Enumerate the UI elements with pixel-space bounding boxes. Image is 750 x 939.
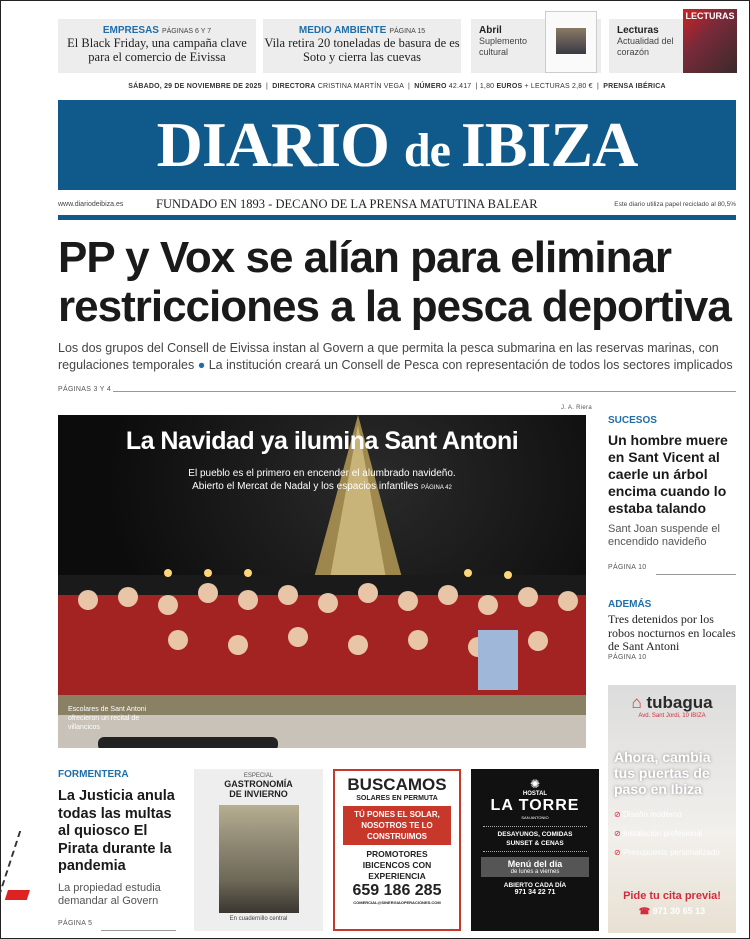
teaser-category: MEDIO AMBIENTE [298,25,387,36]
gastronomia-cover [219,805,299,913]
photo-title: La Navidad ya ilumina Sant Antoni [125,427,519,455]
supplement-abril[interactable] [471,19,601,73]
side-pages: PÁGINA 10 [608,653,647,661]
gastronomia-supplement[interactable]: ESPECIAL GASTRONOMÍA DE INVIERNO En cuadernillo central [194,769,323,931]
story-subheadline: La propiedad estudia demandar al Govern [58,881,161,907]
photo-caption: Escolares de Sant Antoni ofrecieron un recital de villancicos [68,706,147,731]
house-icon: ⌂ [631,693,642,712]
photo-credit: J. A. Riera [561,405,592,411]
teaser-category: EMPRESAS [102,25,159,36]
dateline: SÁBADO, 29 DE NOVIEMBRE DE 2025 | DIRECTORA CRISTINA MARTÍN VEGA | NÚMERO 42.417 | 1,80 EUROS + LECTURAS 2,80 € | PRENSA IBÉRICA [128,83,666,90]
founded-motto: FUNDADO EN 1893 - DECANO DE LA PRENSA MATUTINA BALEAR [156,197,538,211]
side-category: ADEMÁS [608,599,652,610]
check-icon: ⊘ [614,848,621,857]
teaser-pages: PÁGINAS 6 Y 7 [161,28,212,35]
side-category: SUCESOS [608,415,657,426]
ad-buscamos[interactable]: BUSCAMOS SOLARES EN PERMUTA TÚ PONES EL SOLAR, NOSOTROS TE LO CONSTRUIMOS PROMOTORES IBICENCOS CON EXPERIENCIA 659 186 285 COMERCIAL@SINERGIAOPERACIONES.COM [333,769,461,931]
side-story-sucesos[interactable] [608,415,736,571]
sun-logo-icon: ✺ [529,777,541,791]
lead-pages: PÁGINAS 3 Y 4 [58,386,112,393]
side-headline: Tres detenidos por los robos nocturnos en locales de Sant Antoni [608,612,736,653]
site-url[interactable]: www.diariodeibiza.es [58,201,124,208]
divider [656,574,736,575]
teaser-medio-ambiente[interactable] [263,19,461,73]
lecturas-logo: LECTURAS [685,11,735,21]
supplement-subtitle: Actualidad del corazón [617,36,674,57]
choir-photo-illustration [58,415,586,748]
lead-deck: Los dos grupos del Consell de Eivissa instan al Govern a que permita la pesca submarina en las reservas marinas, con regulaciones temporales ● La institución creará un Consell de Pesca con representación de todos los sectores implicados [58,341,733,372]
ad-la-torre[interactable]: ✺ HOSTAL LA TORRE SAN ANTONIO DESAYUNOS, COMIDAS SUNSET & CENAS Menú del día de lunes a viernes ABIERTO CADA DÍA 971 34 22 71 [471,769,599,931]
supplement-subtitle: Suplemento cultural [479,36,528,57]
supplement-title: Abril [479,25,502,36]
side-subheadline: Sant Joan suspende el encendido navideño [608,523,720,548]
lead-photo[interactable] [58,415,586,748]
formentera-story[interactable] [58,769,186,927]
abril-cover-thumbnail [545,11,597,73]
lecturas-cover-thumbnail [683,9,737,73]
check-icon: ⊘ [614,829,621,838]
story-pages: PÁGINA 5 [58,919,93,927]
story-category: FORMENTERA [58,769,129,780]
ad-tubagua[interactable]: ⌂ tubagua Avd. Sant Jordi, 10 IBIZA Ahora, cambia tus puertas de paso en Ibiza ⊘ Diseño moderno ⊘ Instalación profesional ⊘ Presupuesto personalizado Pide tu cita previa! ☎ 971 30 65 13 [608,685,736,933]
supplement-lecturas[interactable] [609,11,737,73]
check-icon: ⊘ [614,810,621,819]
recycled-note: Este diario utiliza papel reciclado al 80,5% [614,201,736,208]
coupon-cutout[interactable] [0,831,57,906]
masthead-logo[interactable]: DIARIO de IBIZA [58,100,736,190]
teaser-text: Vila retira 20 toneladas de basura de es Soto y cierra las cuevas [264,36,460,64]
side-story-ademas[interactable] [608,599,736,661]
side-headline: Un hombre muere en Sant Vicent al caerle un árbol encima cuando lo estaba talando [608,432,728,516]
teaser-text: El Black Friday, una campaña clave para el comercio de Eivissa [67,36,247,64]
supplement-title: Lecturas [617,25,659,36]
phone-icon: ☎ [638,906,651,916]
divider [113,391,736,392]
teaser-pages: PÁGINA 15 [389,28,426,35]
founded-bar [58,197,736,213]
teaser-empresas[interactable] [58,19,256,73]
side-pages: PÁGINA 10 [608,564,647,571]
photo-subtitle: El pueblo es el primero en encender el alumbrado navideño. Abierto el Mercat de Nadal y los espacios infantiles PÁGINA 42 [188,468,456,492]
lead-headline[interactable]: PP y Vox se alían para eliminar restricciones a la pesca deportiva [58,233,731,331]
divider [101,930,176,931]
story-headline: La Justicia anula todas las multas al quiosco El Pirata durante la pandemia [58,788,175,874]
masthead-rule [58,215,736,220]
